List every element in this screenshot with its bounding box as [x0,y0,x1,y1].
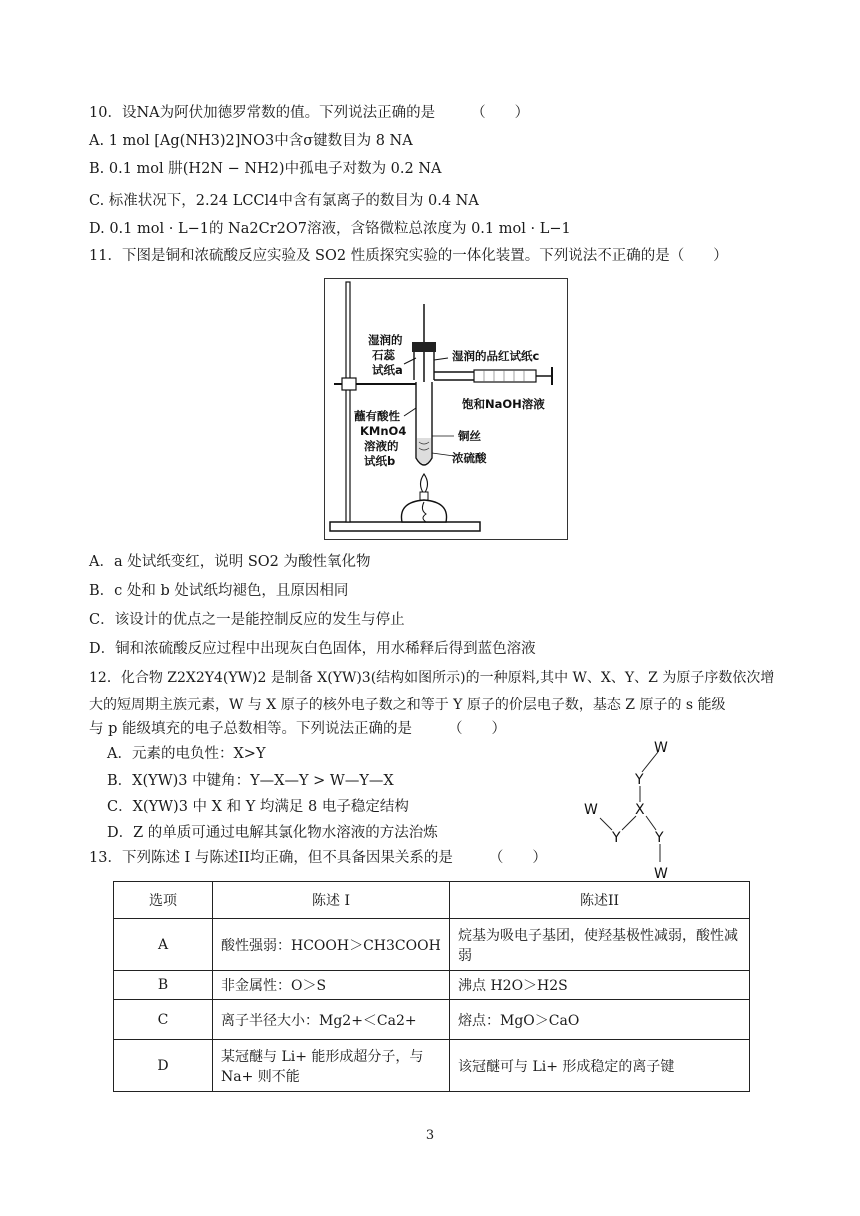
label-conc-acid: 浓硫酸 [452,451,487,465]
q12-stem-line2: 大的短周期主族元素，W 与 X 原子的核外电子数之和等于 Y 原子的价层电子数，基态 Z 原子的 s 能级 [89,697,726,713]
table-header-statement-1: 陈述 I [213,882,450,919]
q12-stem-line3-text: 与 p 能级填充的电子总数相等。下列说法正确的是 [89,721,412,737]
table-header-option: 选项 [114,882,213,919]
table-cell-option: C [114,1000,213,1040]
apparatus-diagram [324,278,568,540]
table-cell-statement-1: 非金属性：O＞S [213,971,450,1000]
syringe [474,370,536,382]
q12-option-b: B．X(YW)3 中键角：Y—X—Y > W—Y—X [107,773,394,789]
q11-option-b: B．c 处和 b 处试纸均褪色，且原因相同 [89,583,349,599]
q13-stem-line [89,848,547,868]
q10-option-b: B. 0.1 mol 肼(H2N − NH2)中孤电子对数为 0.2 NA [89,161,442,177]
q10-option-d: D. 0.1 mol · L−1的 Na2Cr2O7溶液，含铬微粒总浓度为 0.1 mol · L−1 [89,221,571,237]
table-cell-statement-2: 该冠醚可与 Li+ 形成稳定的离子键 [450,1040,750,1092]
q12-stem-line3 [89,719,506,739]
stopper [412,342,436,352]
q11-stem: 11．下图是铜和浓硫酸反应实验及 SO2 性质探究实验的一体化装置。下列说法不正确的是（ ） [89,248,728,264]
q13-answer-paren: （ ） [488,850,547,866]
atom-w-top: W [654,740,668,756]
atom-y-top: Y [635,772,644,788]
label-kmno4-3: 溶液的 [364,439,399,453]
table-cell-option: D [114,1040,213,1092]
table-row [114,919,750,971]
alcohol-lamp [401,500,446,522]
q10-stem: 10．设NA为阿伏加德罗常数的值。下列说法正确的是 [89,105,436,121]
q12-option-d: D．Z 的单质可通过电解其氯化物水溶液的方法治炼 [107,825,438,841]
table-cell-statement-2: 熔点：MgO＞CaO [450,1000,750,1040]
label-litmus-1: 湿润的 [368,333,403,347]
label-litmus-2: 石蕊 [372,348,395,362]
atom-y-left: Y [612,830,621,846]
table-row [114,1040,750,1092]
page-number: 3 [425,1128,435,1143]
label-litmus-3: 试纸a [372,363,403,377]
q10-stem-line [89,103,529,123]
table-cell-statement-1: 某冠醚与 Li+ 能形成超分子，与 Na+ 则不能 [213,1040,450,1092]
atom-w-bottom: W [654,866,668,882]
flame [421,474,428,494]
q12-option-c: C．X(YW)3 中 X 和 Y 均满足 8 电子稳定结构 [107,799,409,815]
q12-option-a: A．元素的电负性：X>Y [107,746,266,762]
atom-x-center: X [635,802,645,818]
table-cell-statement-1: 离子半径大小：Mg2+＜Ca2+ [213,1000,450,1040]
q10-answer-paren: （ ） [471,105,530,121]
label-kmno4-1: 蘸有酸性 [354,409,400,423]
q12-answer-paren: （ ） [448,721,506,737]
stand-rod [346,282,350,522]
atom-y-right: Y [655,830,664,846]
label-copper-wire: 铜丝 [458,429,481,443]
table-row [114,1000,750,1040]
q11-option-c: C．该设计的优点之一是能控制反应的发生与停止 [89,612,405,628]
q13-table [113,881,750,1092]
table-cell-statement-2: 烷基为吸电子基团，使羟基极性减弱，酸性减弱 [450,919,750,971]
label-kmno4-4: 试纸b [364,454,396,468]
table-cell-option: B [114,971,213,1000]
q10-option-c: C. 标准状况下，2.24 LCCl4中含有氯离子的数目为 0.4 NA [89,193,479,209]
table-cell-statement-2: 沸点 H2O＞H2S [450,971,750,1000]
table-header-row [114,882,750,919]
label-naoh: 饱和NaOH溶液 [462,397,545,411]
table-header-statement-2: 陈述II [450,882,750,919]
table-cell-statement-1: 酸性强弱：HCOOH＞CH3COOH [213,919,450,971]
molecule-structure [578,736,678,882]
label-pinkred-c: 湿润的品红试纸c [452,349,540,363]
q11-option-d: D．铜和浓硫酸反应过程中出现灰白色固体，用水稀释后得到蓝色溶液 [89,641,536,657]
q11-option-a: A．a 处试纸变红，说明 SO2 为酸性氧化物 [89,554,371,570]
q12-stem-line1: 12．化合物 Z2X2Y4(YW)2 是制备 X(YW)3(结构如图所示)的一种原料,其中 W、X、Y、Z 为原子序数依次增 [89,670,775,686]
table-cell-option: A [114,919,213,971]
q13-stem: 13．下列陈述 I 与陈述II均正确，但不具备因果关系的是 [89,850,453,866]
atom-w-left: W [584,802,598,818]
stand-base [330,522,480,531]
label-kmno4-2: KMnO4 [360,424,407,438]
q10-option-a: A. 1 mol [Ag(NH3)2]NO3中含σ键数目为 8 NA [89,133,413,149]
table-row [114,971,750,1000]
